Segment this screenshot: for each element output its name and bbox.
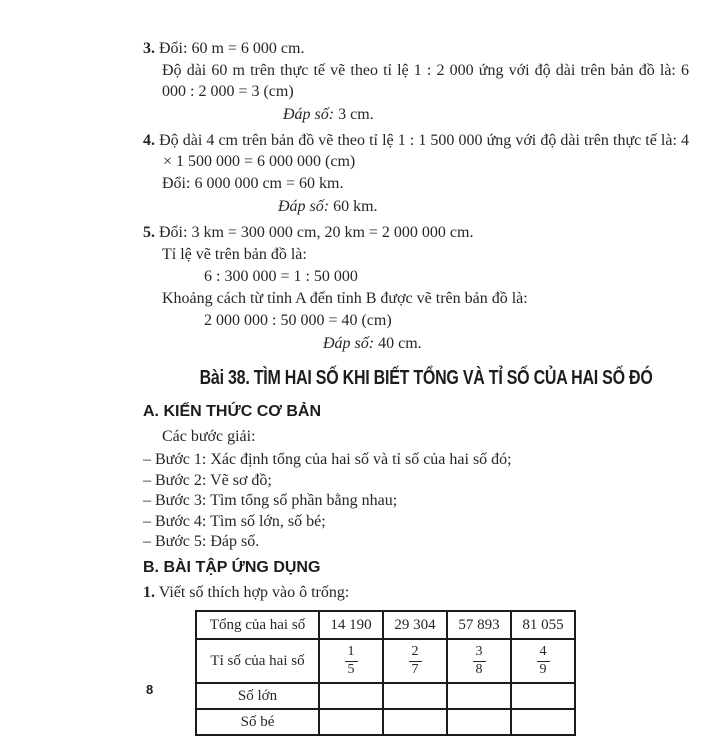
ratio-fraction: [447, 639, 511, 683]
answer-label: Đáp số:: [283, 106, 335, 123]
empty-cell: [383, 683, 447, 709]
empty-cell: [319, 709, 383, 735]
solution-item-4: [143, 130, 689, 217]
solution-5-line3: Khoảng cách từ tỉnh A đến tỉnh B được vẽ trên bản đồ là:: [162, 290, 528, 307]
ratio-fraction: [319, 639, 383, 683]
solution-4-answer: [278, 196, 689, 217]
page-number: 8: [146, 682, 154, 697]
solution-item-3: [143, 38, 689, 125]
item-text: Đổi: 60 m = 6 000 cm.: [159, 40, 305, 57]
step-item-2: – Bước 2: Vẽ sơ đồ;: [143, 471, 272, 489]
table-row-ratios: [196, 639, 575, 683]
empty-cell: [511, 709, 575, 735]
row-label-sum: Tổng của hai số: [196, 611, 319, 639]
item-number: 4.: [143, 132, 155, 149]
fraction-numerator: 2: [411, 643, 419, 659]
empty-cell: [383, 709, 447, 735]
solution-5-equation-1: 6 : 300 000 = 1 : 50 000: [204, 268, 358, 285]
step-item-1: – Bước 1: Xác định tổng của hai số và tỉ số của hai số đó;: [143, 451, 512, 468]
row-label-ratio: Tỉ số của hai số: [196, 639, 319, 683]
empty-cell: [447, 709, 511, 735]
solution-5-lead: [143, 222, 689, 243]
empty-cell: [447, 683, 511, 709]
fill-in-table: [195, 610, 576, 736]
solution-3-body: Độ dài 60 m trên thực tế vẽ theo tỉ lệ 1 : 2 000 ứng với độ dài trên bản đồ là: 6 000 : 2 000 = 3 (cm): [162, 62, 689, 100]
table-row-large-number: [196, 683, 575, 709]
lesson-title-text: Bài 38. TÌM HAI SỐ KHI BIẾT TỔNG VÀ TỈ SỐ CỦA HAI SỐ ĐÓ: [199, 367, 653, 389]
row-label-small: Số bé: [196, 709, 319, 735]
sum-value: 81 055: [511, 611, 575, 639]
item-text: Độ dài 4 cm trên bản đồ vẽ theo tỉ lệ 1 : 1 500 000 ứng với độ dài trên thực tế là: 4 × 1 500 000 = 6 000 000 (cm): [159, 132, 690, 170]
empty-cell: [511, 683, 575, 709]
row-label-large: Số lớn: [196, 683, 319, 709]
solution-item-5: [143, 222, 689, 354]
answer-value: 40 cm.: [378, 335, 422, 352]
solution-4-line2: Đổi: 6 000 000 cm = 60 km.: [162, 175, 344, 192]
step-item-4: – Bước 4: Tìm số lớn, số bé;: [143, 512, 326, 530]
answer-label: Đáp số:: [278, 198, 330, 215]
answer-value: 3 cm.: [338, 106, 374, 123]
table-row-small-number: [196, 709, 575, 735]
sum-value: 29 304: [383, 611, 447, 639]
answer-label: Đáp số:: [323, 335, 375, 352]
steps-list: [143, 450, 689, 552]
fraction-denominator: 8: [473, 661, 486, 678]
step-item-3: – Bước 3: Tìm tổng số phần bằng nhau;: [143, 492, 398, 509]
section-a-heading: A. KIẾN THỨC CƠ BẢN: [143, 403, 322, 420]
ratio-fraction: [511, 639, 575, 683]
answer-value: 60 km.: [333, 198, 378, 215]
exercise-1-prompt: [143, 582, 689, 603]
lesson-title: [143, 367, 689, 389]
empty-cell: [319, 683, 383, 709]
fraction-denominator: 9: [537, 661, 550, 678]
section-b-heading: B. BÀI TẬP ỨNG DỤNG: [143, 559, 321, 576]
solution-4-lead: [143, 130, 689, 172]
ratio-fraction: [383, 639, 447, 683]
item-number: 3.: [143, 40, 155, 57]
solution-5-line2: Tỉ lệ vẽ trên bản đồ là:: [162, 246, 307, 263]
solution-3-answer: [283, 104, 689, 125]
sum-value: 14 190: [319, 611, 383, 639]
fraction-denominator: 7: [409, 661, 422, 678]
fraction-numerator: 1: [347, 643, 355, 659]
item-number: 5.: [143, 224, 155, 241]
fraction-denominator: 5: [345, 661, 358, 678]
sum-value: 57 893: [447, 611, 511, 639]
fraction-numerator: 4: [539, 643, 547, 659]
table-row-sums: [196, 611, 575, 639]
steps-intro: Các bước giải:: [162, 428, 256, 445]
fraction-numerator: 3: [475, 643, 483, 659]
solution-5-answer: [323, 333, 689, 354]
page-content: [143, 38, 689, 736]
item-text: Đổi: 3 km = 300 000 cm, 20 km = 2 000 000 cm.: [159, 224, 474, 241]
solution-5-equation-2: 2 000 000 : 50 000 = 40 (cm): [204, 312, 392, 329]
solution-3-lead: [143, 38, 689, 59]
exercise-text: Viết số thích hợp vào ô trống:: [158, 584, 350, 601]
exercise-number: 1.: [143, 584, 155, 601]
step-item-5: – Bước 5: Đáp số.: [143, 533, 260, 550]
